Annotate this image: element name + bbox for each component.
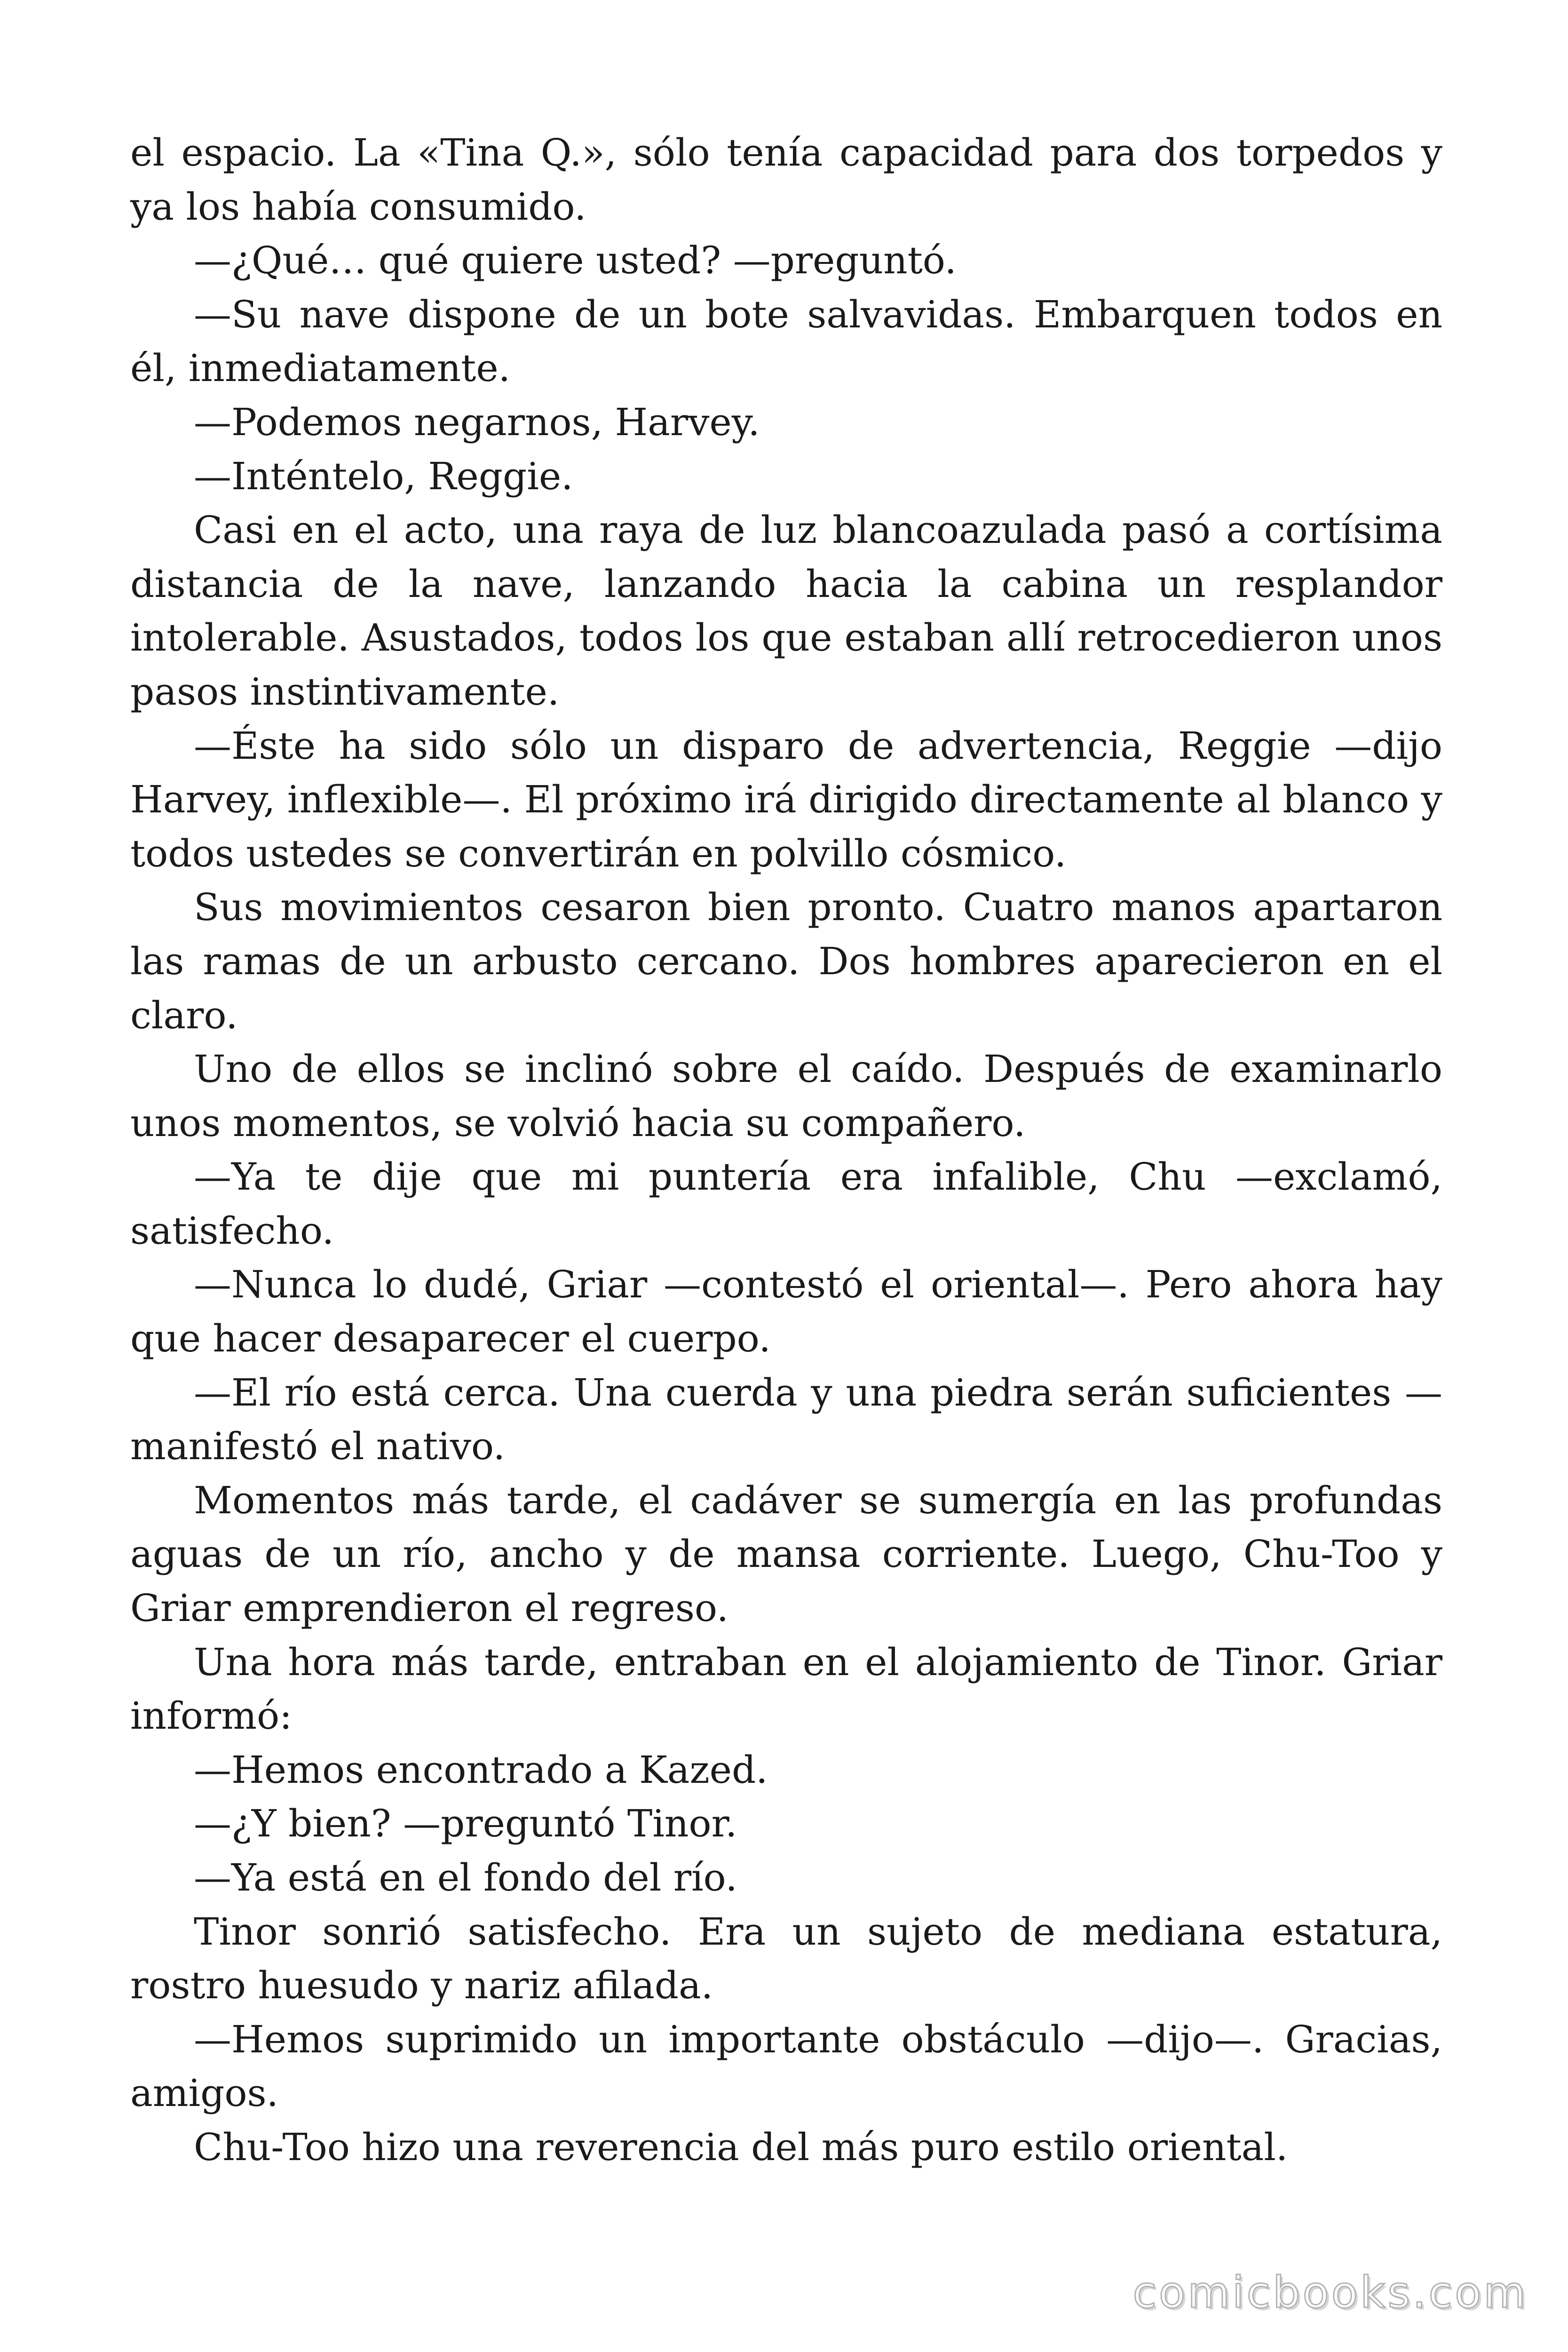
paragraph: —Podemos negarnos, Harvey. — [194, 400, 760, 444]
paragraph: —Inténtelo, Reggie. — [194, 454, 573, 498]
paragraph: —Ya te dije que mi puntería era infalible, Chu —exclamó, satisfecho. — [130, 1155, 1442, 1253]
paragraph: el espacio. La «Tina Q.», sólo tenía capacidad para dos torpedos y ya los había consumido. — [130, 131, 1442, 229]
paragraph: —¿Y bien? —preguntó Tinor. — [194, 1802, 737, 1846]
paragraph: —Ya está en el fondo del río. — [194, 1856, 737, 1899]
paragraph: Momentos más tarde, el cadáver se sumergía en las profundas aguas de un río, ancho y de mansa corriente. Luego, Chu-Too y Griar emprendieron el regreso. — [130, 1478, 1442, 1630]
paragraph: —¿Qué… qué quiere usted? —preguntó. — [194, 238, 957, 283]
paragraph: Sus movimientos cesaron bien pronto. Cuatro manos apartaron las ramas de un arbusto cercano. Dos hombres aparecieron en el claro. — [130, 885, 1442, 1037]
watermark: comicbooks.com — [1132, 2267, 1528, 2318]
paragraph: Casi en el acto, una raya de luz blancoazulada pasó a cortísima distancia de la nave, lanzando hacia la cabina un resplandor intolerable. Asustados, todos los que estaban allí retrocedieron unos pasos instintivamente. — [130, 508, 1442, 714]
paragraph: —El río está cerca. Una cuerda y una piedra serán suficientes —manifestó el nativo. — [130, 1370, 1442, 1469]
paragraph: Chu-Too hizo una reverencia del más puro estilo oriental. — [194, 2125, 1288, 2169]
paragraph: Uno de ellos se inclinó sobre el caído. Después de examinarlo unos momentos, se volvió hacia su compañero. — [130, 1047, 1442, 1145]
paragraph: —Éste ha sido sólo un disparo de advertencia, Reggie —dijo Harvey, inflexible—. El próximo irá dirigido directamente al blanco y todos ustedes se convertirán en polvillo cósmico. — [130, 723, 1442, 875]
paragraph: —Su nave dispone de un bote salvavidas. Embarquen todos en él, inmediatamente. — [130, 292, 1442, 390]
paragraph: Una hora más tarde, entraban en el alojamiento de Tinor. Griar informó: — [130, 1640, 1442, 1738]
page-body — [130, 126, 1442, 2175]
paragraph: Tinor sonrió satisfecho. Era un sujeto de mediana estatura, rostro huesudo y nariz afilada. — [130, 1909, 1442, 2008]
paragraph: —Hemos encontrado a Kazed. — [194, 1748, 768, 1792]
paragraph: —Hemos suprimido un importante obstáculo —dijo—. Gracias, amigos. — [130, 2017, 1442, 2115]
paragraph: —Nunca lo dudé, Griar —contestó el oriental—. Pero ahora hay que hacer desaparecer el cuerpo. — [130, 1263, 1442, 1361]
